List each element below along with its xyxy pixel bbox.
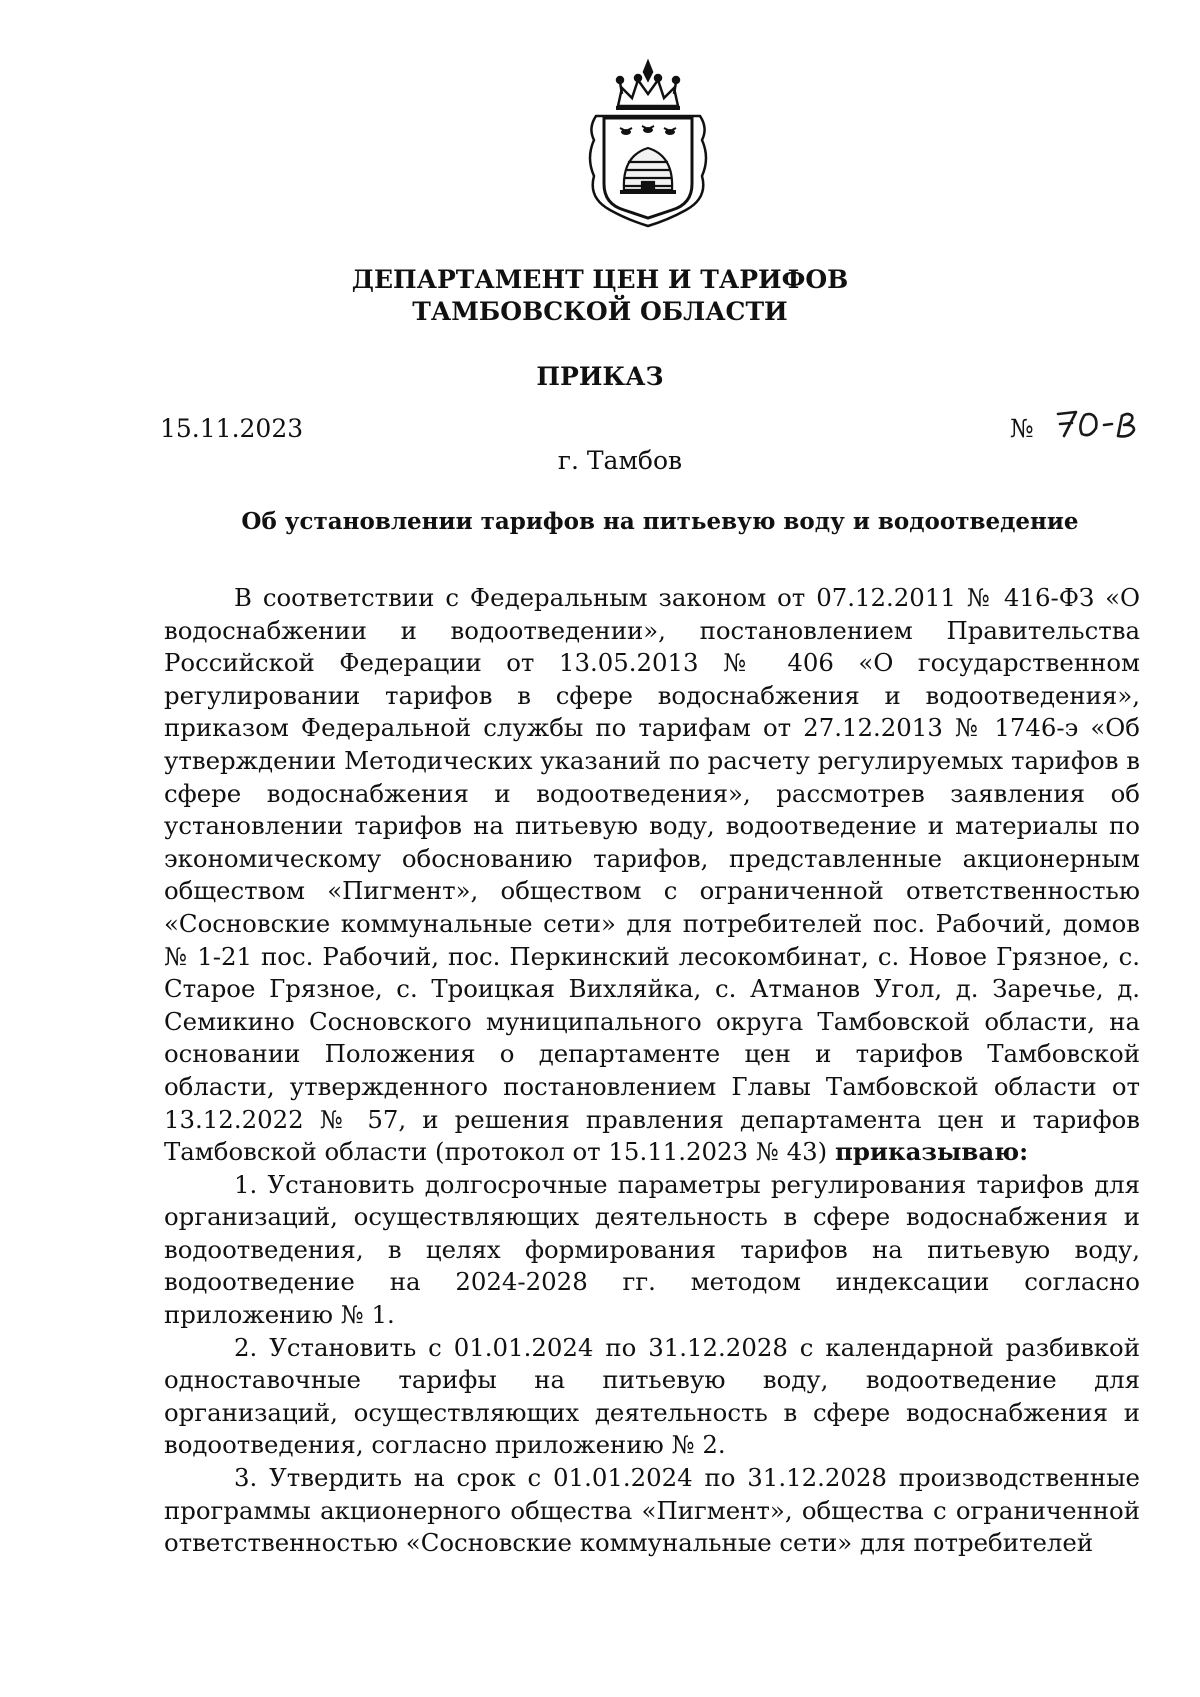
order-directive: приказываю: bbox=[834, 1137, 1029, 1167]
order-item-1: 1. Установить долгосрочные параметры регулирования тарифов для организаций, осуществляющих деятельность в сфере водоснабжения и водоотведения, в целях формирования тарифов на питьевую воду, водоотведение на 2024-2028 гг. методом индексации согласно приложению № 1. bbox=[164, 1169, 1140, 1330]
order-date: 15.11.2023 bbox=[160, 414, 304, 443]
preamble-text: В соответствии с Федеральным законом от 07.12.2011 № 416-ФЗ «О водоснабжении и водоотведении», постановлением Правительства Российской Федерации от 13.05.2013 № 406 «О государственном регулировании тарифов в сфере водоснабжения и водоотведения», приказом Федеральной службы по тарифам от 27.12.2013 № 1746-э «Об утверждении Методических указаний по расчету регулируемых тарифов в сфере водоснабжения и водоотведения», рассмотрев заявления об установлении тарифов на питьевую воду, водоотведение и материалы по экономическому обоснованию тарифов, представленные акционерным обществом «Пигмент», обществом с ограниченной ответственностью «Сосновские коммунальные сети» для потребителей пос. Рабочий, домов № 1-21 пос. Рабочий, пос. Перкинский лесокомбинат, с. Новое Грязное, с. Старое Грязное, с. Троицкая Вихляйка, с. Атманов Угол, д. Заречье, д. Семикино Сосновского муниципального округа Тамбовской области, на основании Положения о департаменте цен и тарифов Тамбовской области, утвержденного постановлением Главы Тамбовской области от 13.12.2022 № 57, и решения правления департамента цен и тарифов Тамбовской области (протокол от 15.11.2023 № 43) bbox=[164, 583, 1140, 1167]
city: г. Тамбов bbox=[557, 446, 683, 475]
coat-of-arms-icon bbox=[578, 58, 718, 230]
order-item-3: 3. Утвердить на срок с 01.01.2024 по 31.12.2028 производственные программы акционерного общества «Пигмент», общества с ограниченной ответственностью «Сосновские коммунальные сети» для потребителей bbox=[164, 1463, 1140, 1558]
preamble-paragraph bbox=[164, 582, 1140, 1169]
handwritten-order-number bbox=[1050, 404, 1150, 444]
order-subject: Об установлении тарифов на питьевую воду и водоотведение bbox=[241, 508, 1079, 535]
document-type-title: ПРИКАЗ bbox=[536, 362, 664, 391]
order-body bbox=[164, 582, 1140, 1560]
order-item-2: 2. Установить с 01.01.2024 по 31.12.2028 с календарной разбивкой одноставочные тарифы на питьевую воду, водоотведение для организаций, осуществляющих деятельность в сфере водоснабжения и водоотведения, согласно приложению № 2. bbox=[164, 1332, 1140, 1460]
department-name-line1: ДЕПАРТАМЕНТ ЦЕН И ТАРИФОВ bbox=[351, 265, 849, 294]
order-number-sign: № bbox=[1010, 414, 1034, 443]
department-name-line2: ТАМБОВСКОЙ ОБЛАСТИ bbox=[412, 297, 788, 326]
